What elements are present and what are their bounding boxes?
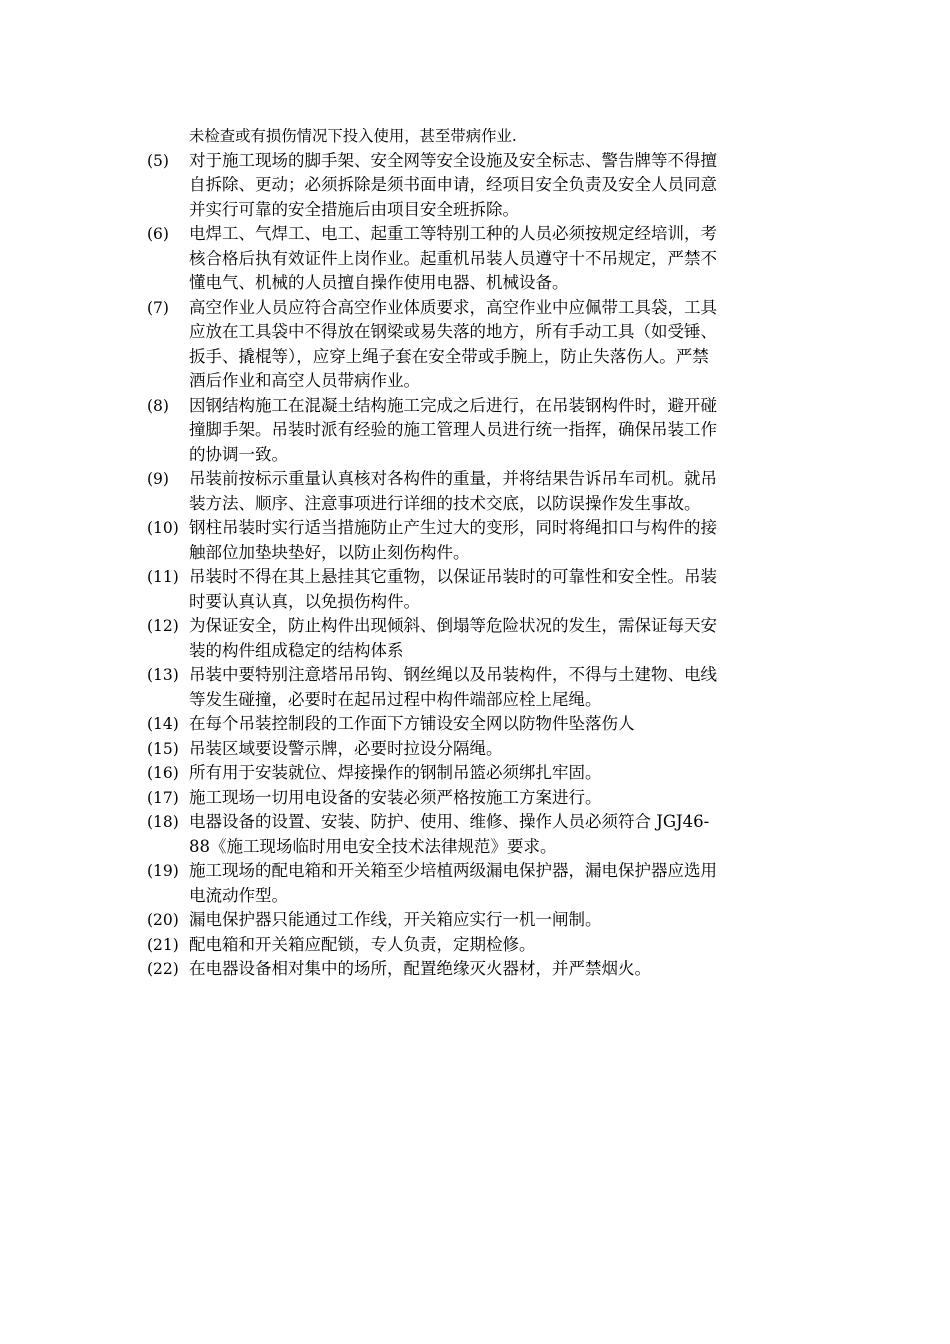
list-item-number: (17)	[147, 788, 179, 807]
list-item-number: (22)	[147, 960, 179, 978]
list-item-line: 对于施工现场的脚手架、安全网等安全设施及安全标志、警告牌等不得擅	[189, 150, 717, 170]
list-item-text	[189, 957, 812, 982]
list-item-line: 88《施工现场临时用电安全技术法律规范》要求。	[189, 836, 557, 856]
list-item-line: 高空作业人员应符合高空作业体质要求，高空作业中应佩带工具袋，工具	[189, 297, 717, 317]
list-item	[147, 394, 812, 468]
list-item-number: (20)	[147, 911, 179, 929]
list-item-line: 的协调一致。	[189, 444, 288, 464]
list-item-number: (10)	[147, 519, 179, 537]
list-item	[147, 737, 812, 762]
list-item-line: 钢柱吊装时实行适当措施防止产生过大的变形，同时将绳扣口与构件的接	[189, 518, 717, 537]
list-item-line: 电流动作型。	[189, 885, 288, 905]
list-item-line: 施工现场的配电箱和开关箱至少培植两级漏电保护器，漏电保护器应选用	[189, 861, 717, 880]
list-item-line: 装方法、顺序、注意事项进行详细的技术交底，以防误操作发生事故。	[189, 493, 701, 513]
list-item	[147, 296, 812, 394]
list-item	[147, 565, 812, 614]
list-item-text	[189, 761, 812, 786]
list-item-text	[189, 222, 812, 296]
list-item-number: (11)	[147, 568, 179, 586]
list-item-text	[189, 614, 812, 663]
list-item-line: 装的构件组成稳定的结构体系	[189, 640, 404, 660]
list-item	[147, 222, 812, 296]
list-item	[147, 908, 812, 933]
list-item-text	[189, 516, 812, 565]
list-item-line: 配电箱和开关箱应配锁，专人负责，定期检修。	[189, 934, 536, 954]
list-item-line: 酒后作业和高空人员带病作业。	[189, 371, 420, 390]
list-item	[147, 663, 812, 712]
list-item-line: 并实行可靠的安全措施后由项目安全班拆除。	[189, 199, 519, 219]
list-item-text	[189, 786, 812, 811]
list-item-text	[189, 149, 812, 223]
document-body	[147, 124, 812, 982]
list-item	[147, 516, 812, 565]
list-item-line: 漏电保护器只能通过工作线，开关箱应实行一机一闸制。	[189, 910, 602, 929]
list-item-number: (5)	[147, 151, 169, 170]
list-item-line: 撞脚手架。吊装时派有经验的施工管理人员进行统一指挥，确保吊装工作	[189, 420, 717, 439]
list-item-text	[189, 565, 812, 614]
list-item	[147, 761, 812, 786]
list-item-text	[189, 859, 812, 908]
continuation-paragraph	[147, 124, 812, 149]
list-item	[147, 614, 812, 663]
list-item-line: 自拆除、更动；必须拆除是须书面申请，经项目安全负责及安全人员同意	[189, 175, 717, 194]
list-item-text	[189, 810, 812, 859]
list-item-number: (15)	[147, 739, 179, 758]
list-item-line: 吊装前按标示重量认真核对各构件的重量，并将结果告诉吊车司机。就吊	[189, 469, 717, 488]
list-item-line: 施工现场一切用电设备的安装必须严格按施工方案进行。	[189, 787, 602, 807]
list-item-line: 吊装区域要设警示牌，必要时拉设分隔绳。	[189, 738, 503, 758]
list-item-line: 因钢结构施工在混凝土结构施工完成之后进行，在吊装钢构件时，避开碰	[189, 395, 717, 415]
list-item-line: 在每个吊装控制段的工作面下方铺设安全网以防物件坠落伤人	[189, 714, 635, 733]
list-item	[147, 149, 812, 223]
list-item-text	[189, 296, 812, 394]
list-item-number: (9)	[147, 470, 169, 488]
list-item	[147, 786, 812, 811]
list-item-line: 核合格后执有效证件上岗作业。起重机吊装人员遵守十不吊规定，严禁不	[189, 248, 717, 268]
list-item-line: 应放在工具袋中不得放在钢梁或易失落的地方，所有手动工具（如受锤、	[189, 322, 717, 341]
list-item-number: (21)	[147, 935, 179, 954]
numbered-list	[147, 149, 812, 982]
list-item	[147, 859, 812, 908]
list-item-line: 触部位加垫块垫好，以防止刻伤构件。	[189, 542, 470, 562]
list-item-line: 吊装中要特别注意塔吊吊钩、钢丝绳以及吊装构件，不得与土建物、电线	[189, 665, 717, 684]
list-item-line: 懂电气、机械的人员擅自操作使用电器、机械设备。	[189, 273, 569, 292]
list-item-text	[189, 663, 812, 712]
list-item-line: 电器设备的设置、安装、防护、使用、维修、操作人员必须符合 JGJ46-	[189, 812, 710, 831]
list-item	[147, 810, 812, 859]
list-item	[147, 957, 812, 982]
list-item-number: (18)	[147, 813, 179, 831]
list-item	[147, 933, 812, 958]
list-item-text	[189, 908, 812, 933]
list-item-number: (7)	[147, 298, 169, 317]
list-item-line: 扳手、撬棍等），应穿上绳子套在安全带或手腕上，防止失落伤人。严禁	[189, 346, 709, 366]
list-item-line: 等发生碰撞，必要时在起吊过程中构件端部应栓上尾绳。	[189, 689, 602, 709]
list-item-line: 在电器设备相对集中的场所，配置绝缘灭火器材，并严禁烟火。	[189, 959, 651, 978]
list-item-line: 所有用于安装就位、焊接操作的钢制吊篮必须绑扎牢固。	[189, 763, 602, 782]
list-item-line: 时要认真认真，以免损伤构件。	[189, 591, 420, 611]
list-item-line: 电焊工、气焊工、电工、起重工等特别工种的人员必须按规定经培训，考	[189, 224, 717, 243]
list-item-text	[189, 933, 812, 958]
list-item-number: (12)	[147, 617, 179, 635]
continuation-line: 未检查或有损伤情况下投入使用，甚至带病作业.	[189, 127, 517, 145]
list-item-line: 为保证安全，防止构件出现倾斜、倒塌等危险状况的发生，需保证每天安	[189, 616, 717, 635]
list-item-number: (14)	[147, 715, 179, 733]
list-item-text	[189, 467, 812, 516]
list-item-text	[189, 737, 812, 762]
list-item-number: (16)	[147, 764, 179, 782]
list-item	[147, 467, 812, 516]
list-item-number: (19)	[147, 862, 179, 880]
list-item-number: (6)	[147, 225, 169, 243]
list-item	[147, 712, 812, 737]
list-item-line: 吊装时不得在其上悬挂其它重物，以保证吊装时的可靠性和安全性。吊装	[189, 567, 717, 586]
list-item-number: (8)	[147, 396, 169, 415]
list-item-number: (13)	[147, 666, 179, 684]
list-item-text	[189, 394, 812, 468]
list-item-text	[189, 712, 812, 737]
